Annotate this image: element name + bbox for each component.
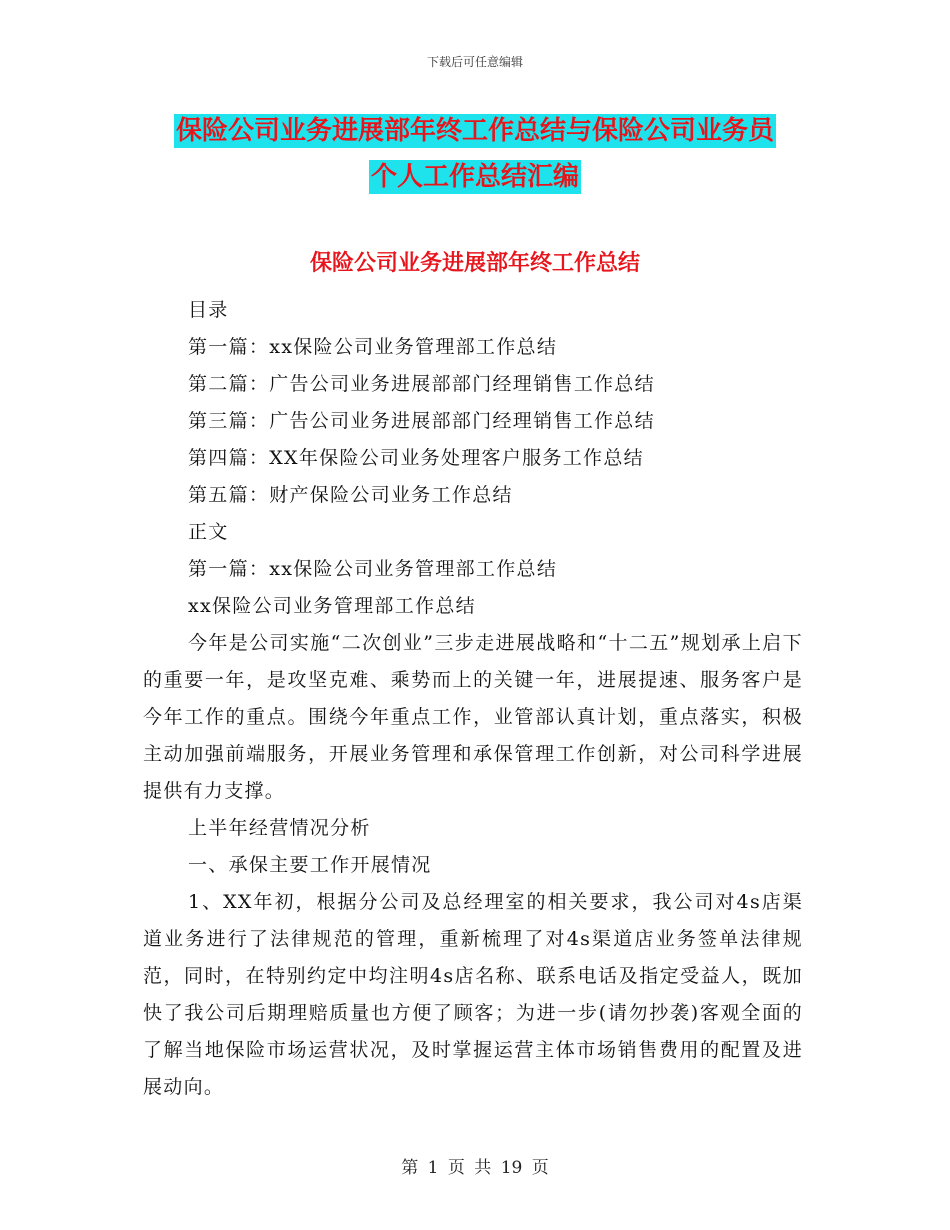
document-body	[143, 292, 803, 1106]
title-line-2: 个人工作总结汇编	[370, 162, 579, 192]
toc-item: 第三篇：广告公司业务进展部部门经理销售工作总结	[188, 410, 655, 432]
body-paragraph: 今年是公司实施“二次创业”三步走进展战略和“十二五”规划承上启下的重要一年，是攻坚克难、乘势而上的关键一年，进展提速、服务客户是今年工作的重点。围绕今年重点工作，业管部认真计划，重点落实，积极主动加强前端服务，开展业务管理和承保管理工作创新，对公司科学进展提供有力支撑。	[143, 632, 803, 802]
section-heading: 上半年经营情况分析	[188, 817, 371, 839]
page-header-note: 下载后可任意编辑	[426, 55, 523, 69]
toc-item: 第五篇：财产保险公司业务工作总结	[188, 484, 513, 506]
page-number: 第 1 页 共 19 页	[401, 1158, 549, 1178]
subsection-heading: 一、承保主要工作开展情况	[188, 854, 432, 876]
toc-item: 第一篇：xx保险公司业务管理部工作总结	[188, 336, 558, 358]
toc-item: 第四篇：XX年保险公司业务处理客户服务工作总结	[188, 447, 644, 469]
doc-title: xx保险公司业务管理部工作总结	[188, 595, 476, 617]
title-line-1: 保险公司业务进展部年终工作总结与保险公司业务员	[175, 116, 774, 146]
body-heading: 正文	[188, 521, 229, 543]
toc-heading: 目录	[188, 299, 229, 321]
toc-item: 第二篇：广告公司业务进展部部门经理销售工作总结	[188, 373, 655, 395]
document-title	[0, 108, 950, 200]
chapter-title: 第一篇：xx保险公司业务管理部工作总结	[188, 558, 558, 580]
body-paragraph: 1、XX年初，根据分公司及总经理室的相关要求，我公司对4s店渠道业务进行了法律规范的管理，重新梳理了对4s渠道店业务签单法律规范，同时，在特别约定中均注明4s店名称、联系电话及指定受益人，既加快了我公司后期理赔质量也方便了顾客；为进一步(请勿抄袭)客观全面的了解当地保险市场运营状况，及时掌握运营主体市场销售费用的配置及进展动向。	[143, 891, 803, 1098]
section-title: 保险公司业务进展部年终工作总结	[309, 251, 640, 276]
